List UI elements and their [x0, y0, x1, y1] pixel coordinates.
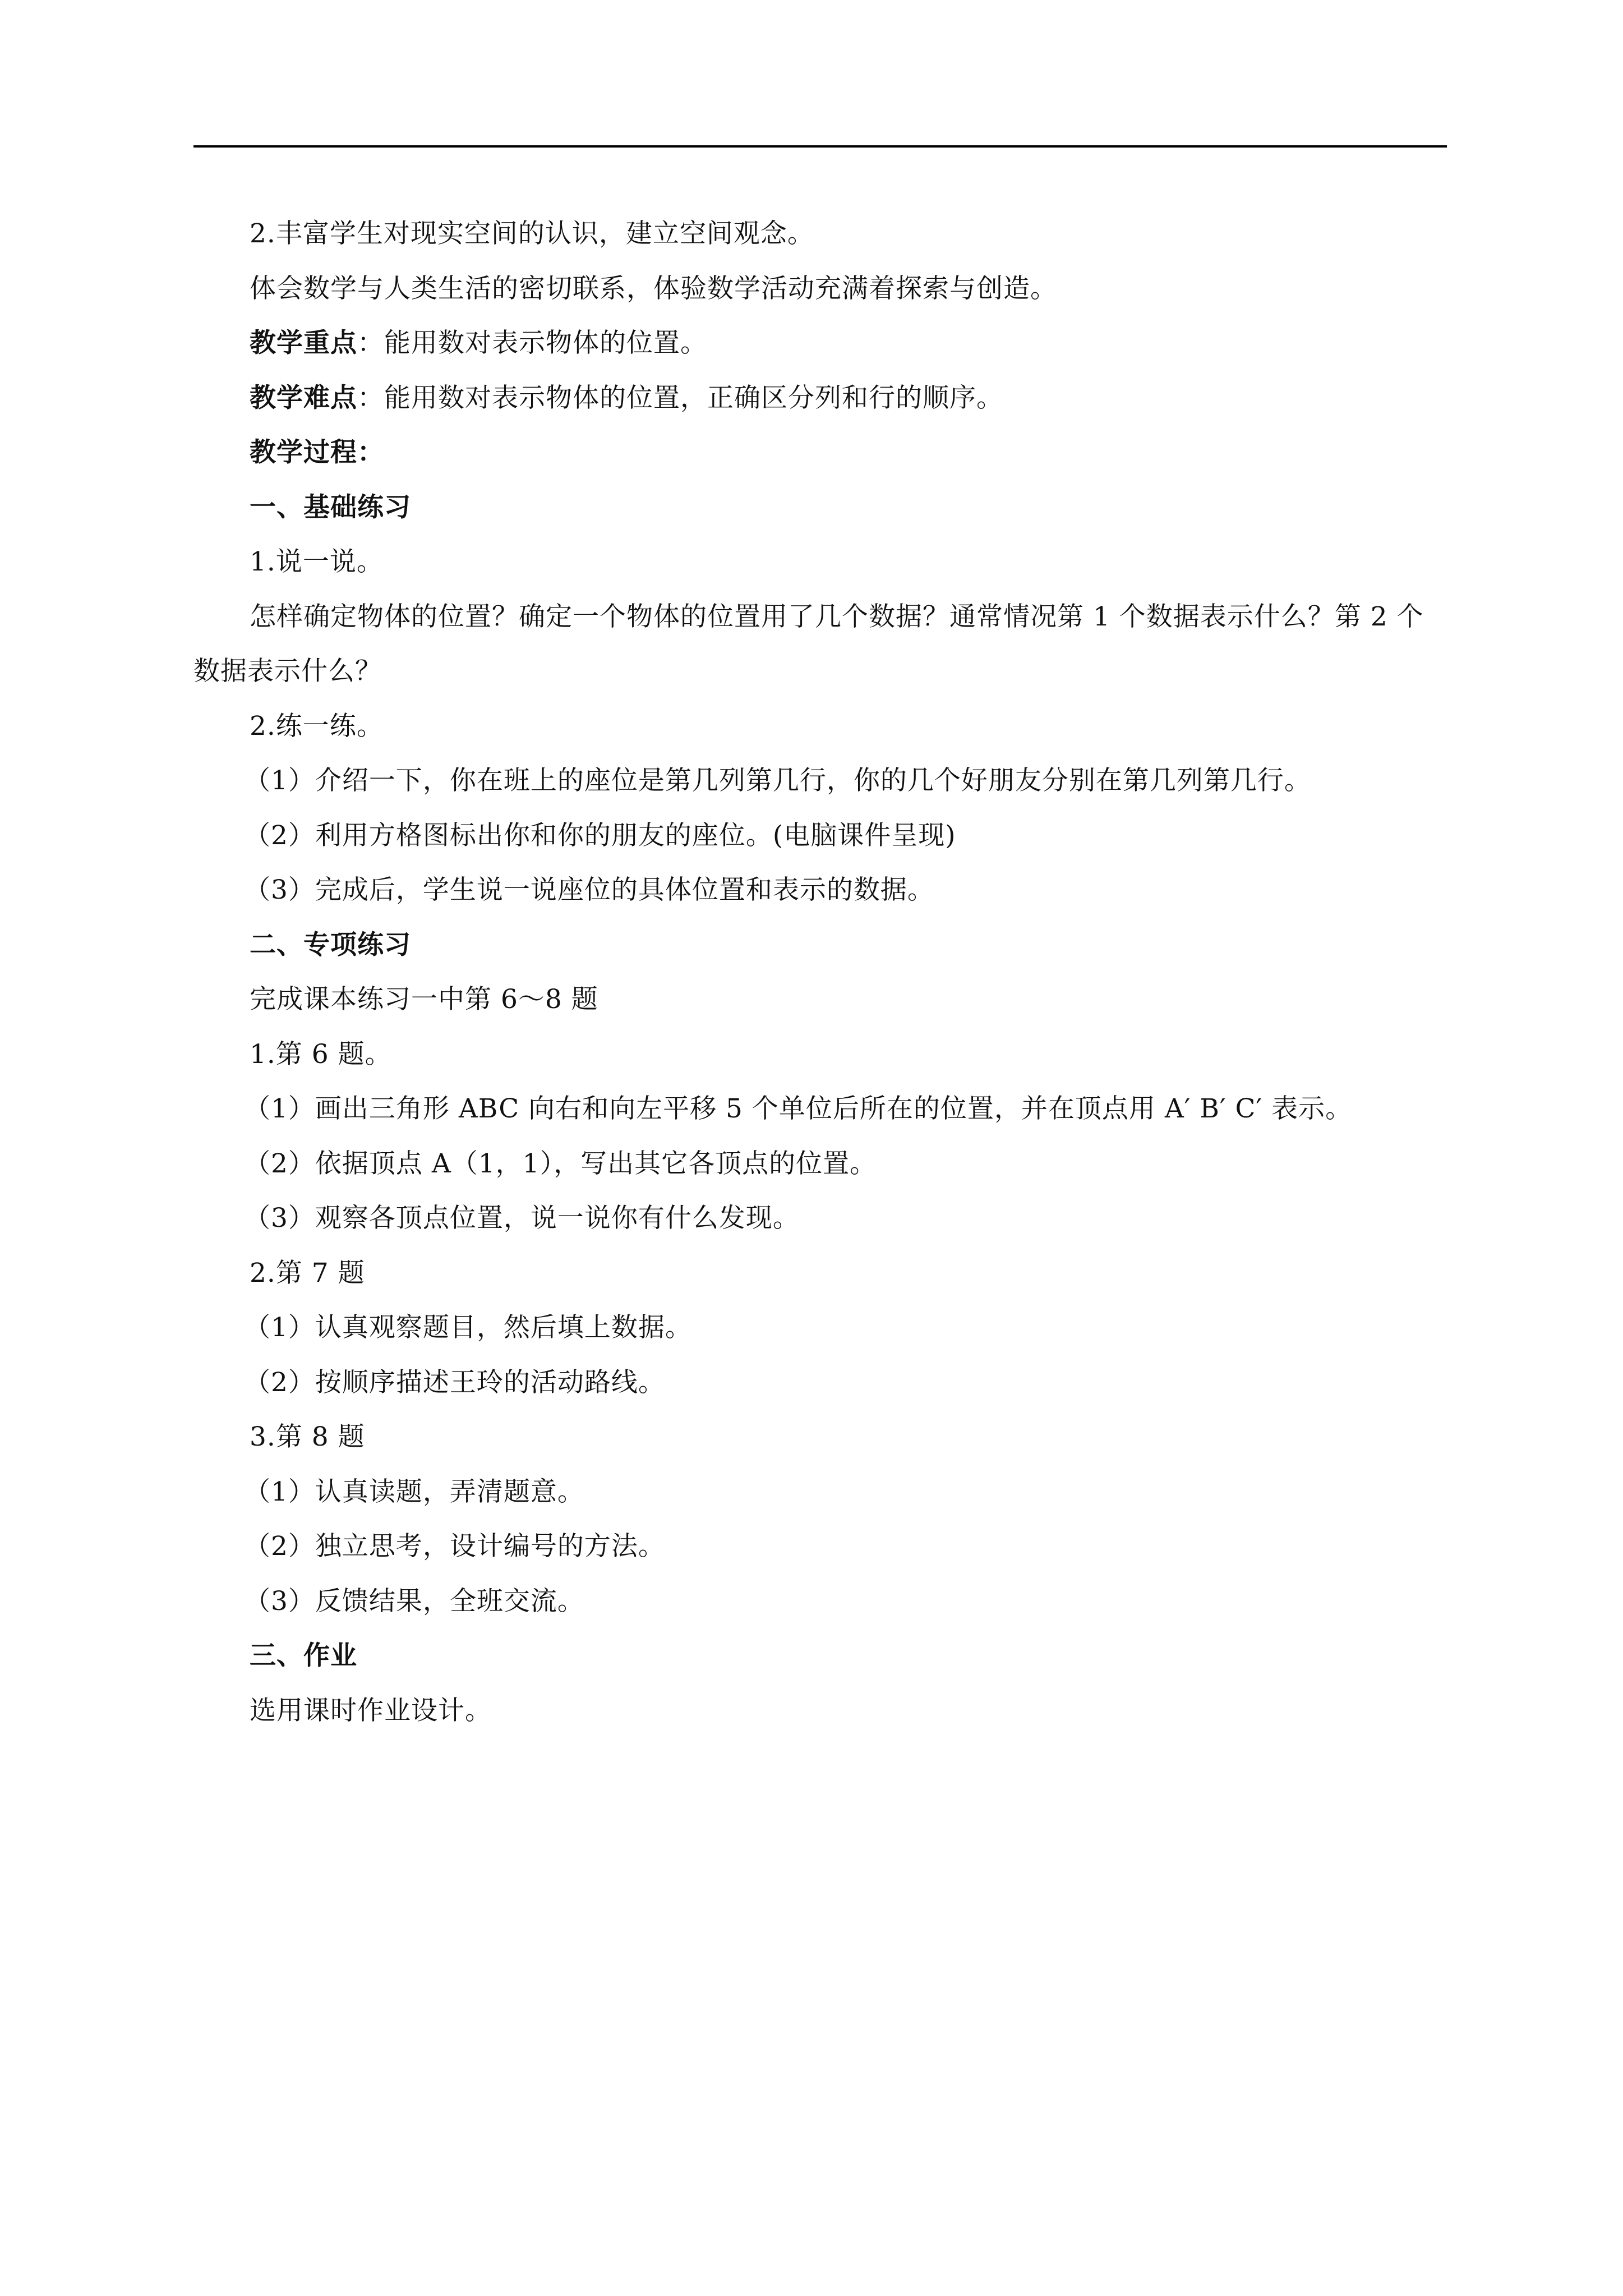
heading-special-practice: 二、专项练习: [250, 929, 411, 960]
difficult-point-label: 教学难点: [250, 382, 357, 413]
question-7-step-1: （1）认真观察题目，然后填上数据。: [244, 1312, 692, 1343]
heading-basic-practice: 一、基础练习: [250, 491, 411, 523]
question-8-step-1: （1）认真读题，弄清题意。: [244, 1476, 584, 1507]
header-rule: [193, 145, 1447, 148]
item-say: 1.说一说。: [250, 546, 384, 577]
key-point-text: ：能用数对表示物体的位置。: [357, 328, 707, 358]
item-question-8: 3.第 8 题: [250, 1421, 365, 1452]
paragraph-exercise-intro: 完成课本练习一中第 6～8 题: [250, 984, 598, 1015]
question-6-step-2: （2）依据顶点 A（1，1），写出其它各顶点的位置。: [244, 1148, 877, 1179]
paragraph-goal-3: 体会数学与人类生活的密切联系，体验数学活动充满着探索与创造。: [250, 273, 1057, 304]
document-body: [193, 206, 1447, 1738]
question-8-step-2: （2）独立思考，设计编号的方法。: [244, 1531, 665, 1562]
item-question-6: 1.第 6 题。: [250, 1038, 392, 1070]
heading-process: 教学过程：: [250, 437, 384, 468]
paragraph-homework: 选用课时作业设计。: [250, 1695, 492, 1726]
question-6-step-3: （3）观察各顶点位置，说一说你有什么发现。: [244, 1203, 800, 1234]
key-point-label: 教学重点: [250, 328, 357, 358]
paragraph-difficult-point: [193, 371, 1447, 426]
paragraph-question: 怎样确定物体的位置？确定一个物体的位置用了几个数据？通常情况第 1 个数据表示什么？第 2 个数据表示什么？: [193, 601, 1424, 687]
heading-homework: 三、作业: [250, 1640, 357, 1671]
paragraph-goal-2: 2.丰富学生对现实空间的认识，建立空间观念。: [250, 218, 814, 249]
item-question-7: 2.第 7 题: [250, 1257, 365, 1289]
practice-step-1: （1）介绍一下，你在班上的座位是第几列第几行，你的几个好朋友分别在第几列第几行。: [244, 765, 1311, 796]
item-practice: 2.练一练。: [250, 710, 384, 742]
question-6-step-1: （1）画出三角形 ABC 向右和向左平移 5 个单位后所在的位置，并在顶点用 A′ B′ C′ 表示。: [244, 1093, 1353, 1124]
difficult-point-text: ：能用数对表示物体的位置，正确区分列和行的顺序。: [357, 382, 1003, 413]
paragraph-key-point: [193, 316, 1447, 371]
practice-step-3: （3）完成后，学生说一说座位的具体位置和表示的数据。: [244, 875, 934, 905]
question-7-step-2: （2）按顺序描述王玲的活动路线。: [244, 1366, 665, 1398]
practice-step-2: （2）利用方格图标出你和你的朋友的座位。(电脑课件呈现): [244, 820, 956, 851]
question-8-step-3: （3）反馈结果，全班交流。: [244, 1585, 584, 1617]
